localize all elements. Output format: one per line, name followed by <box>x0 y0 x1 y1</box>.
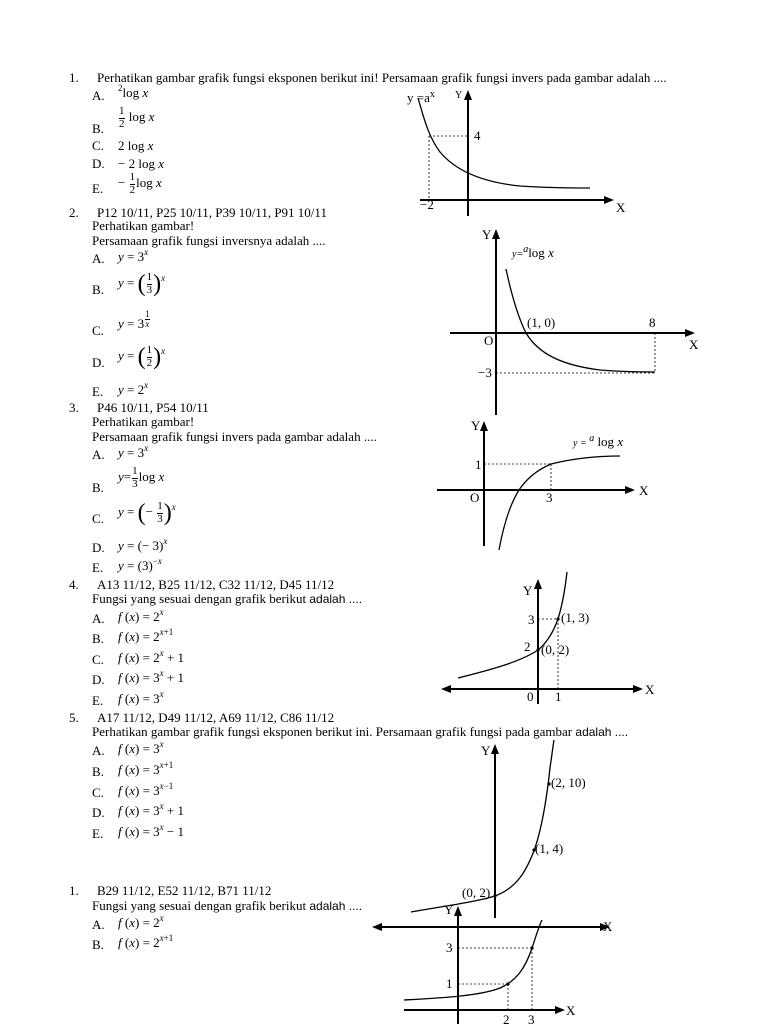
q5-number: 5. <box>69 710 79 725</box>
q6-number: 1. <box>69 883 79 898</box>
q4-option-b: B. <box>92 631 104 646</box>
q5-option-d: D. <box>92 805 105 820</box>
q5-option-a-text: f $(x) = 3^x$ <box>118 739 164 756</box>
q2-number: 2. <box>69 205 79 220</box>
q1-y-arrow <box>464 90 472 100</box>
q4-x-axis-label: X <box>645 682 655 697</box>
q3-option-b: B. <box>92 480 104 495</box>
q3-option-a: A. <box>92 447 105 462</box>
q2-origin: O <box>484 333 494 348</box>
q4-curve <box>458 572 570 678</box>
q2-option-a-text: $y = 3^x$ <box>118 247 149 264</box>
q2-y-axis-label: Y <box>482 227 492 242</box>
q5-option-a: A. <box>92 743 105 758</box>
q3-option-d: D. <box>92 540 105 555</box>
q1-option-c: C. <box>92 138 104 153</box>
q4-tick-2: 2 <box>524 639 531 654</box>
q2-y-arrow <box>492 229 500 239</box>
q3-origin: O <box>470 490 480 505</box>
q1-graph <box>400 88 640 218</box>
q6-point-3-3 <box>530 946 533 949</box>
q3-tick-1: 1 <box>475 457 482 472</box>
q4-x-arrow <box>633 685 643 693</box>
q4-option-e: E. <box>92 693 104 708</box>
q5-x-arrow-left <box>372 923 382 931</box>
q1-tick-4: 4 <box>474 128 481 143</box>
q4-option-a-text: f $(x) = 2^x$ <box>118 607 164 624</box>
q5-option-e: E. <box>92 826 104 841</box>
q5-point-0-2 <box>493 894 496 897</box>
q6-codes: B29 11/12, E52 11/12, B71 11/12 <box>97 883 272 898</box>
q1-option-e: E. <box>92 181 104 196</box>
q5-line1: Perhatikan gambar grafik fungsi eksponen berikut ini. Persamaan grafik fungsi pada gambar adalah .... <box>92 724 629 739</box>
q6-curve <box>404 920 542 1000</box>
q4-option-c-text: f $(x) = 2^x + 1$ <box>118 648 185 665</box>
q5-graph <box>405 740 605 920</box>
q4-option-d-text: f $(x) = 3^x + 1$ <box>118 668 185 685</box>
q3-codes: P46 10/11, P54 10/11 <box>97 400 209 415</box>
q1-option-d-text: − 2 log x <box>118 156 164 171</box>
q2-option-e: E. <box>92 384 104 399</box>
q6-y-arrow <box>454 906 462 916</box>
q4-tick-3: 3 <box>528 612 535 627</box>
q1-number: 1. <box>69 70 79 85</box>
q2-option-c-text: y = 3 $^{\frac{1}{x}}$ <box>118 309 150 331</box>
q2-tick-minus3: −3 <box>478 365 492 380</box>
q5-option-e-text: f $(x) = 3^x - 1$ <box>118 822 185 839</box>
q3-tick-3: 3 <box>546 490 553 505</box>
q3-option-a-text: $y = 3^x$ <box>118 443 149 460</box>
q1-option-d: D. <box>92 156 105 171</box>
q6-x-axis-label: X <box>566 1003 576 1018</box>
q3-x-axis-label: X <box>639 483 649 498</box>
q3-x-arrow <box>625 486 635 494</box>
q1-tick-minus2: −2 <box>420 197 434 212</box>
q4-option-b-text: f $(x) = 2^{x+1}$ <box>118 627 174 644</box>
q2-line2: Persamaan grafik fungsi inversnya adalah .... <box>92 233 326 248</box>
q5-codes: A17 11/12, D49 11/12, A69 11/12, C86 11/12 <box>97 710 335 725</box>
q6-graph <box>400 900 600 1024</box>
q2-option-a: A. <box>92 251 105 266</box>
q1-option-b: B. <box>92 121 104 136</box>
q2-x-axis-label: X <box>689 337 699 352</box>
q4-point-1-3 <box>556 617 559 620</box>
q2-codes: P12 10/11, P25 10/11, P39 10/11, P91 10/11 <box>97 205 327 220</box>
q5-option-b-text: f $(x) = 3^{x+1}$ <box>118 760 174 777</box>
q3-y-axis-label: Y <box>471 418 481 433</box>
q5-y-axis-label: Y <box>481 743 491 758</box>
q3-curve-label: y = $^a$ log x <box>573 433 624 449</box>
q6-option-a-text: f $(x) = 2^x$ <box>118 913 164 930</box>
q2-option-e-text: $y = 2^x$ <box>118 380 149 397</box>
q1-x-axis-label: X <box>616 200 626 215</box>
q4-line1: Fungsi yang sesuai dengan grafik berikut adalah .... <box>92 591 363 606</box>
q2-option-b-text: y = ( $\frac{1}{3}$ )$^x$ <box>118 271 166 298</box>
q2-option-c: C. <box>92 323 104 338</box>
q4-codes: A13 11/12, B25 11/12, C32 11/12, D45 11/12 <box>97 577 335 592</box>
q1-curve <box>418 98 590 188</box>
q4-y-arrow <box>534 579 542 589</box>
q4-graph <box>440 570 670 706</box>
q2-option-d-text: y = ( $\frac{1}{2}$ )$^x$ <box>118 344 166 371</box>
q5-label-0-2: (0, 2) <box>462 885 491 900</box>
q5-option-d-text: f $(x) = 3^x + 1$ <box>118 801 185 818</box>
q3-line1: Perhatikan gambar! <box>92 414 195 429</box>
q3-y-arrow <box>480 421 488 431</box>
q1-option-e-text: − $\frac{1}{2}$ log x <box>118 171 162 196</box>
q2-line1: Perhatikan gambar! <box>92 218 195 233</box>
q5-y-arrow <box>491 744 499 754</box>
q3-option-e-text: $y = (3)^{-x}$ <box>118 556 162 573</box>
q6-option-a: A. <box>92 917 105 932</box>
q3-curve <box>499 456 620 550</box>
q4-option-a: A. <box>92 611 105 626</box>
q1-option-a-text: $^2$log x <box>118 83 149 100</box>
q1-option-a: A. <box>92 88 105 103</box>
q1-option-b-text: $\frac{1}{2}$ log x <box>119 105 155 130</box>
q6-y-axis-label: Y <box>444 902 454 917</box>
q4-y-axis-label: Y <box>523 583 533 598</box>
q5-option-c-text: f $(x) = 3^{x-1}$ <box>118 781 174 798</box>
q2-option-b: B. <box>92 282 104 297</box>
q6-option-b-text: f $(x) = 2^{x+1}$ <box>118 933 174 950</box>
q5-option-b: B. <box>92 764 104 779</box>
q2-tick-8: 8 <box>649 315 656 330</box>
q4-tick-1: 1 <box>555 689 562 704</box>
q4-label-0-2: (0, 2) <box>541 642 570 657</box>
q4-option-e-text: f $(x) = 3^x$ <box>118 689 164 706</box>
q3-option-e: E. <box>92 560 104 575</box>
q4-label-1-3: (1, 3) <box>561 610 590 625</box>
q3-line2: Persamaan grafik fungsi invers pada gambar adalah .... <box>92 429 377 444</box>
q1-y-axis-label: Y <box>455 90 463 101</box>
q1-x-arrow <box>604 196 614 204</box>
q6-x-arrow <box>555 1006 565 1014</box>
q6-tick-1: 1 <box>446 976 453 991</box>
q5-x-axis-text: X <box>603 919 613 934</box>
q3-option-c: C. <box>92 511 104 526</box>
q6-tick-3x: 3 <box>528 1012 535 1024</box>
q2-curve-label: y=$^a$log x <box>512 244 554 260</box>
q6-tick-3: 3 <box>446 940 453 955</box>
q4-option-d: D. <box>92 672 105 687</box>
q2-point-1-0: (1, 0) <box>527 315 556 330</box>
q2-x-arrow <box>685 329 695 337</box>
q4-number: 4. <box>69 577 79 592</box>
q4-option-c: C. <box>92 652 104 667</box>
q6-option-b: B. <box>92 937 104 952</box>
q4-point-0-2 <box>536 648 539 651</box>
q3-number: 3. <box>69 400 79 415</box>
q6-line1: Fungsi yang sesuai dengan grafik berikut adalah .... <box>92 898 363 913</box>
q4-x-arrow-left <box>441 685 451 693</box>
q3-option-b-text: y= $\frac{1}{3}$ log x <box>118 465 165 490</box>
q5-label-2-10: (2, 10) <box>551 775 586 790</box>
q6-tick-2: 2 <box>503 1012 510 1024</box>
q3-option-d-text: y = (− 3)$^x$ <box>118 536 168 553</box>
q5-label-1-4: (1, 4) <box>535 841 564 856</box>
q3-graph <box>435 418 665 553</box>
q1-stem: Perhatikan gambar grafik fungsi eksponen berikut ini! Persamaan grafik fungsi invers pada gambar adalah .... <box>97 70 667 85</box>
q5-option-c: C. <box>92 785 104 800</box>
q1-option-c-text: 2 log x <box>118 138 154 153</box>
q2-option-d: D. <box>92 355 105 370</box>
q2-graph <box>450 225 710 420</box>
q6-point-2-1 <box>506 982 509 985</box>
q3-option-c-text: y = (− $\frac{1}{3}$ )$^x$ <box>118 500 176 527</box>
q1-curve-label: $y =a^x$ <box>407 89 435 105</box>
q4-tick-0: 0 <box>527 689 534 704</box>
